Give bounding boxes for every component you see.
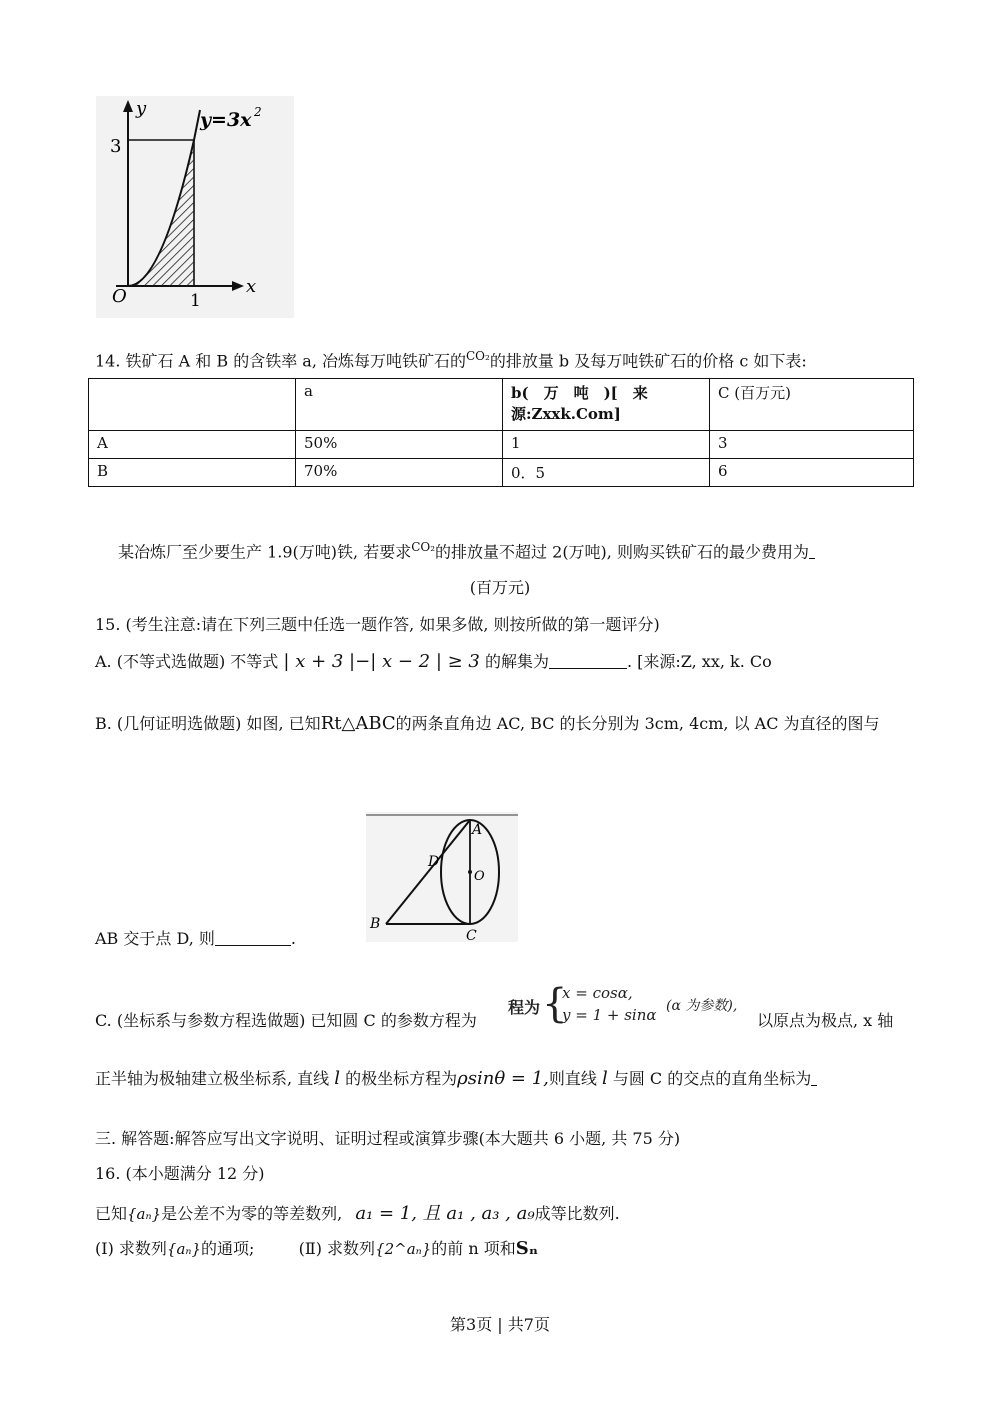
triangle-formula: Rt△ABC xyxy=(320,713,396,734)
q15-part-a xyxy=(95,651,772,673)
table-header-cell: b( 万 吨 )[ 来源:Zxxk.Com] xyxy=(503,379,710,431)
q14-stem-part2: 的排放量 b 及每万吨铁矿石的价格 c 如下表: xyxy=(489,351,807,371)
label-o: O xyxy=(474,869,485,884)
q15b-line2: AB 交于点 D, 则 xyxy=(95,929,215,948)
sum-sn: Sₙ xyxy=(515,1238,539,1259)
parabola-graph xyxy=(96,96,294,318)
param-eq2: y = 1 + sinα xyxy=(562,1006,657,1024)
table-header-cell: a xyxy=(296,379,503,431)
answer-blank xyxy=(811,1069,817,1086)
q16-a: 已知 xyxy=(95,1204,128,1223)
q15b-end: . xyxy=(290,929,297,948)
section3-heading: 三. 解答题:解答应写出文字说明、证明过程或演算步骤(本大题共 6 小题, 共 75 分) xyxy=(95,1129,681,1148)
line-l-symbol: l xyxy=(601,1068,608,1089)
figure-circle-triangle xyxy=(366,812,518,942)
q16-b: 是公差不为零的等差数列, xyxy=(161,1204,343,1223)
q15b-prefix: B. (几何证明选做题) 如图, 已知 xyxy=(95,714,321,733)
polar-equation: ρsinθ = 1, xyxy=(457,1068,549,1089)
table-cell: 70% xyxy=(296,459,503,487)
y-tick-3: 3 xyxy=(110,136,122,157)
circle-triangle-graph xyxy=(366,812,518,942)
param-eq1: x = cosα, xyxy=(562,984,633,1002)
q15-part-b xyxy=(95,713,880,735)
page-footer: 第3页 | 共7页 xyxy=(450,1315,550,1334)
param-equation xyxy=(506,981,756,1032)
line-l-symbol: l xyxy=(334,1068,341,1089)
q15c-line2-b: 的极坐标方程为 xyxy=(345,1069,458,1088)
sequence-an: {aₙ} xyxy=(127,1205,162,1223)
x-axis-label: x xyxy=(246,276,257,297)
q15-part-c-suffix: 以原点为极点, x 轴 xyxy=(757,1011,894,1030)
q15b-suffix: 的两条直角边 AC, BC 的长分别为 3cm, 4cm, 以 AC 为直径的图与 xyxy=(395,714,880,733)
sequence-an: {aₙ} xyxy=(166,1240,202,1258)
table-cell: 6 xyxy=(710,459,914,487)
q15-part-c-prefix: C. (坐标系与参数方程选做题) 已知圆 C 的参数方程为 xyxy=(95,1011,477,1030)
q16-title: 16. (本小题满分 12 分) xyxy=(95,1164,265,1183)
table-row xyxy=(89,459,914,487)
q15a-source: . [来源:Z, xx, k. Co xyxy=(626,652,772,671)
q14-stem xyxy=(95,345,807,372)
answer-blank xyxy=(215,929,291,946)
table-row xyxy=(89,431,914,459)
q14-text xyxy=(118,536,815,563)
param-note: (α 为参数), xyxy=(666,998,738,1014)
q15-intro: 15. (考生注意:请在下列三题中任选一题作答, 如果多做, 则按所做的第一题评分) xyxy=(95,615,660,634)
table-cell: 50% xyxy=(296,431,503,459)
brace-icon: { xyxy=(542,981,568,1027)
label-d: D xyxy=(428,854,440,870)
q16-p1-b: 的通项; xyxy=(201,1239,255,1258)
q14-text-part2: 的排放量不超过 2(万吨), 则购买铁矿石的最少费用为 xyxy=(435,542,809,562)
answer-blank xyxy=(549,652,627,669)
q15c-line2-a: 正半轴为极轴建立极坐标系, 直线 xyxy=(95,1069,330,1088)
table-cell: 3 xyxy=(710,431,914,459)
q15a-suffix: 的解集为 xyxy=(484,652,549,671)
q15c-line2-d: 与圆 C 的交点的直角坐标为 xyxy=(612,1069,812,1088)
q15a-prefix: A. (不等式选做题) 不等式 xyxy=(95,652,279,671)
table-header-row xyxy=(89,379,914,431)
co2-formula: CO₂ xyxy=(411,540,436,554)
table-cell: A xyxy=(89,431,296,459)
q14-unit: (百万元) xyxy=(469,578,531,597)
answer-blank xyxy=(809,542,815,559)
inequality-formula: | x + 3 |−| x − 2 | ≥ 3 xyxy=(283,651,480,672)
x-tick-1: 1 xyxy=(190,291,201,311)
q16-p2-b: 的前 n 项和 xyxy=(431,1239,516,1258)
table-cell: 1 xyxy=(503,431,710,459)
curve-exponent: 2 xyxy=(254,105,262,119)
table-header-cell: C (百万元) xyxy=(710,379,914,431)
q15-part-c-line2 xyxy=(95,1068,817,1090)
y-axis-label: y xyxy=(136,98,147,119)
q16-condition: a₁ = 1, 且 a₁ , a₃ , a₉ xyxy=(355,1203,535,1224)
sequence-2an: {2^aₙ} xyxy=(375,1240,432,1258)
q14-text-part1: 某冶炼厂至少要生产 1.9(万吨)铁, 若要求 xyxy=(118,542,412,562)
origin-label: O xyxy=(112,286,127,307)
param-cheng: 程为 xyxy=(508,998,541,1017)
table-cell: 0．5 xyxy=(503,459,710,487)
q16-stem xyxy=(95,1203,620,1225)
q15-part-b-line2 xyxy=(95,928,296,950)
q15c-line2-c: 则直线 xyxy=(548,1069,597,1088)
q16-p2-a: (Ⅱ) 求数列 xyxy=(298,1239,376,1258)
figure-parabola xyxy=(96,96,294,318)
co2-formula: CO₂ xyxy=(466,349,490,363)
label-b: B xyxy=(370,916,381,932)
q16-parts xyxy=(95,1238,538,1260)
q14-table xyxy=(88,378,914,487)
q16-p1-a: (Ⅰ) 求数列 xyxy=(95,1239,167,1258)
table-header-cell xyxy=(89,379,296,431)
label-c: C xyxy=(466,928,477,942)
q16-c: 成等比数列. xyxy=(534,1204,620,1223)
q14-stem-part1: 14. 铁矿石 A 和 B 的含铁率 a, 冶炼每万吨铁矿石的 xyxy=(95,351,466,371)
curve-label: y=3x xyxy=(200,109,252,131)
label-a: A xyxy=(472,822,483,838)
table-cell: B xyxy=(89,459,296,487)
